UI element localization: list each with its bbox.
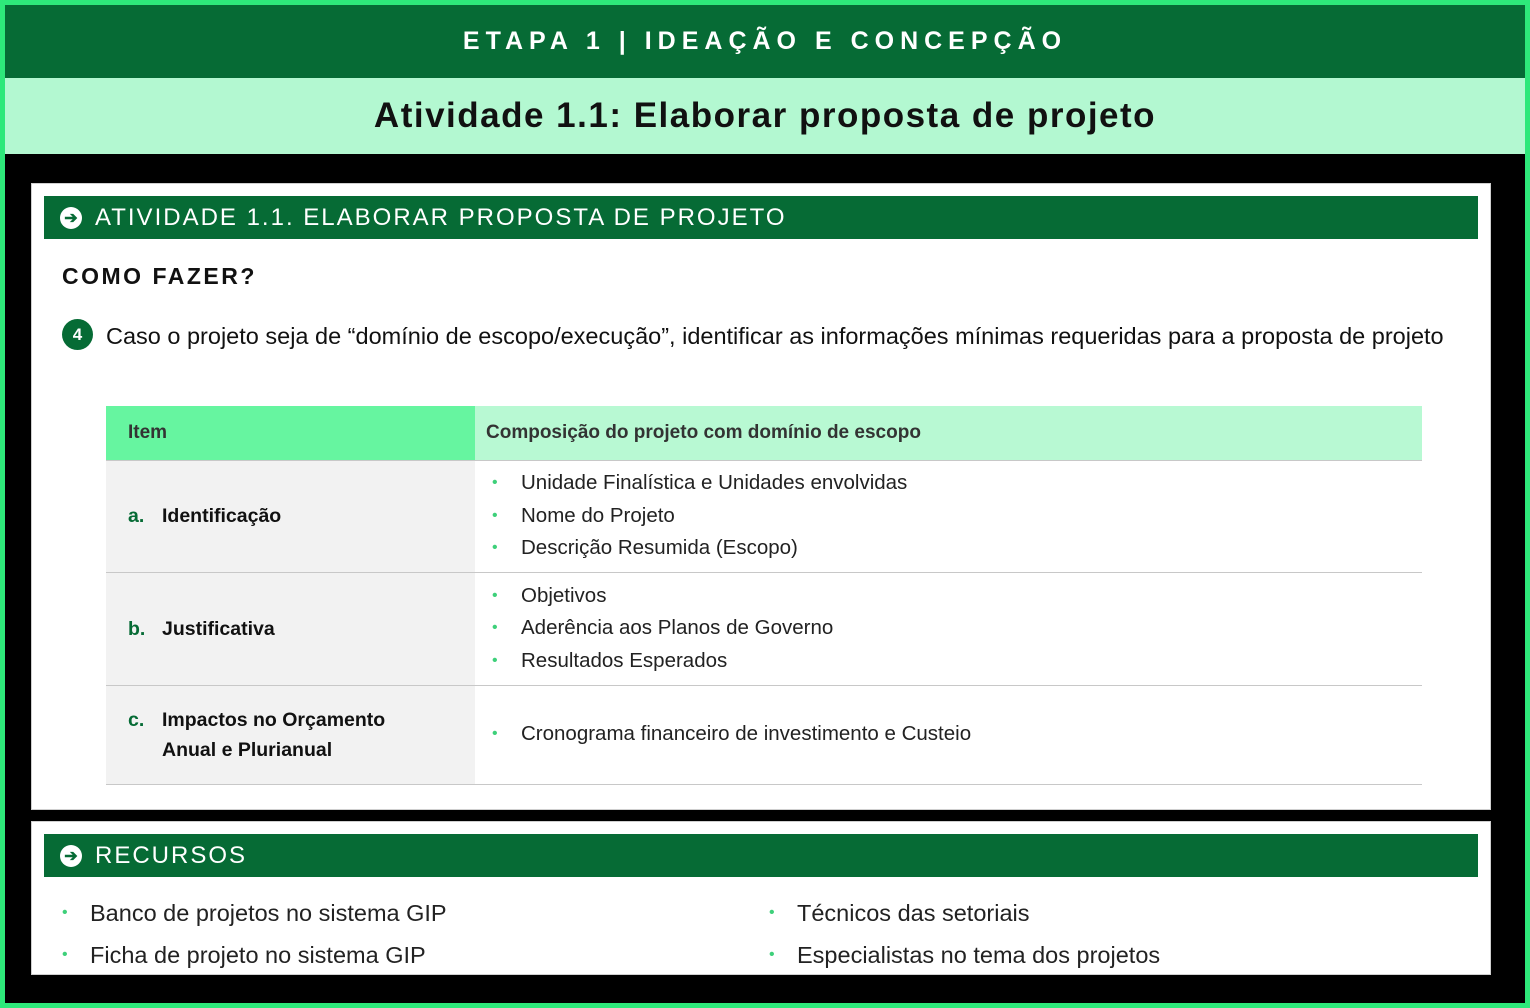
table-row <box>106 685 1422 784</box>
list-item <box>492 645 1422 678</box>
list-item <box>769 892 1160 934</box>
list-item-text: Técnicos das setoriais <box>797 900 1030 926</box>
list-item-text: Nome do Projeto <box>521 503 675 527</box>
composition-cell <box>475 460 1422 572</box>
arrow-right-circle-icon: ➔ <box>60 207 82 229</box>
how-to-title: COMO FAZER? <box>62 263 257 289</box>
list-item <box>492 467 1422 500</box>
bullet-icon: • <box>492 619 498 637</box>
list-item-text: Unidade Finalística e Unidades envolvidas <box>521 471 908 495</box>
bullet-icon: • <box>492 539 498 557</box>
bullet-icon: • <box>769 904 775 921</box>
item-label <box>162 705 385 765</box>
item-cell <box>106 572 475 685</box>
resources-list-left <box>62 892 447 976</box>
list-item <box>492 500 1422 533</box>
arrow-right-circle-icon: ➔ <box>60 845 82 867</box>
list-item <box>492 532 1422 565</box>
item-cell <box>106 460 475 572</box>
column-header-composition: Composição do projeto com domínio de escopo <box>475 406 1422 460</box>
item-label: Justificativa <box>162 617 275 640</box>
composition-cell <box>475 572 1422 685</box>
list-item-text: Ficha de projeto no sistema GIP <box>90 942 426 968</box>
table-row <box>106 460 1422 572</box>
list-item-text: Aderência aos Planos de Governo <box>521 616 834 640</box>
bullet-icon: • <box>492 506 498 524</box>
activity-title: Atividade 1.1: Elaborar proposta de projeto <box>5 78 1525 154</box>
column-header-item: Item <box>106 406 475 460</box>
resources-list-right <box>769 892 1160 976</box>
list-item-text: Resultados Esperados <box>521 648 728 672</box>
item-label-line: Impactos no Orçamento <box>162 708 386 731</box>
resources-panel <box>31 821 1491 975</box>
item-letter: a. <box>128 505 145 527</box>
list-item-text: Objetivos <box>521 583 607 607</box>
bullet-icon: • <box>492 725 498 743</box>
list-item <box>62 934 447 976</box>
item-label-line: Anual e Plurianual <box>162 738 333 761</box>
list-item-text: Especialistas no tema dos projetos <box>797 942 1161 968</box>
table-header-row <box>106 406 1422 460</box>
composition-list <box>492 580 1422 678</box>
list-item-text: Banco de projetos no sistema GIP <box>90 900 447 926</box>
item-letter: c. <box>128 708 145 731</box>
stage-title: ETAPA 1 | IDEAÇÃO E CONCEPÇÃO <box>5 5 1525 78</box>
list-item <box>769 934 1160 976</box>
activity-section-label: ATIVIDADE 1.1. ELABORAR PROPOSTA DE PROJETO <box>95 203 787 231</box>
list-item <box>62 892 447 934</box>
list-item <box>492 718 1422 751</box>
composition-list <box>492 467 1422 565</box>
activity-section-header <box>44 196 1478 239</box>
bullet-icon: • <box>62 904 68 921</box>
bullet-icon: • <box>62 946 68 963</box>
step-description: Caso o projeto seja de “domínio de escopo/execução”, identificar as informações mínimas requeridas para a proposta de projeto <box>106 323 1444 349</box>
bullet-icon: • <box>492 474 498 492</box>
resources-section-label: RECURSOS <box>95 841 248 869</box>
item-cell <box>106 685 475 784</box>
composition-list <box>492 718 1422 751</box>
list-item <box>492 612 1422 645</box>
bullet-icon: • <box>492 586 498 604</box>
step-number-badge: 4 <box>62 319 93 350</box>
list-item <box>492 580 1422 613</box>
bullet-icon: • <box>769 946 775 963</box>
resources-section-header <box>44 834 1478 877</box>
activity-panel <box>31 183 1491 810</box>
list-item-text: Descrição Resumida (Escopo) <box>521 536 798 560</box>
item-letter: b. <box>128 617 146 640</box>
composition-table <box>106 406 1422 785</box>
item-label: Identificação <box>162 505 282 527</box>
composition-cell <box>475 685 1422 784</box>
list-item-text: Cronograma financeiro de investimento e Custeio <box>521 722 972 746</box>
bullet-icon: • <box>492 651 498 669</box>
table-row <box>106 572 1422 685</box>
